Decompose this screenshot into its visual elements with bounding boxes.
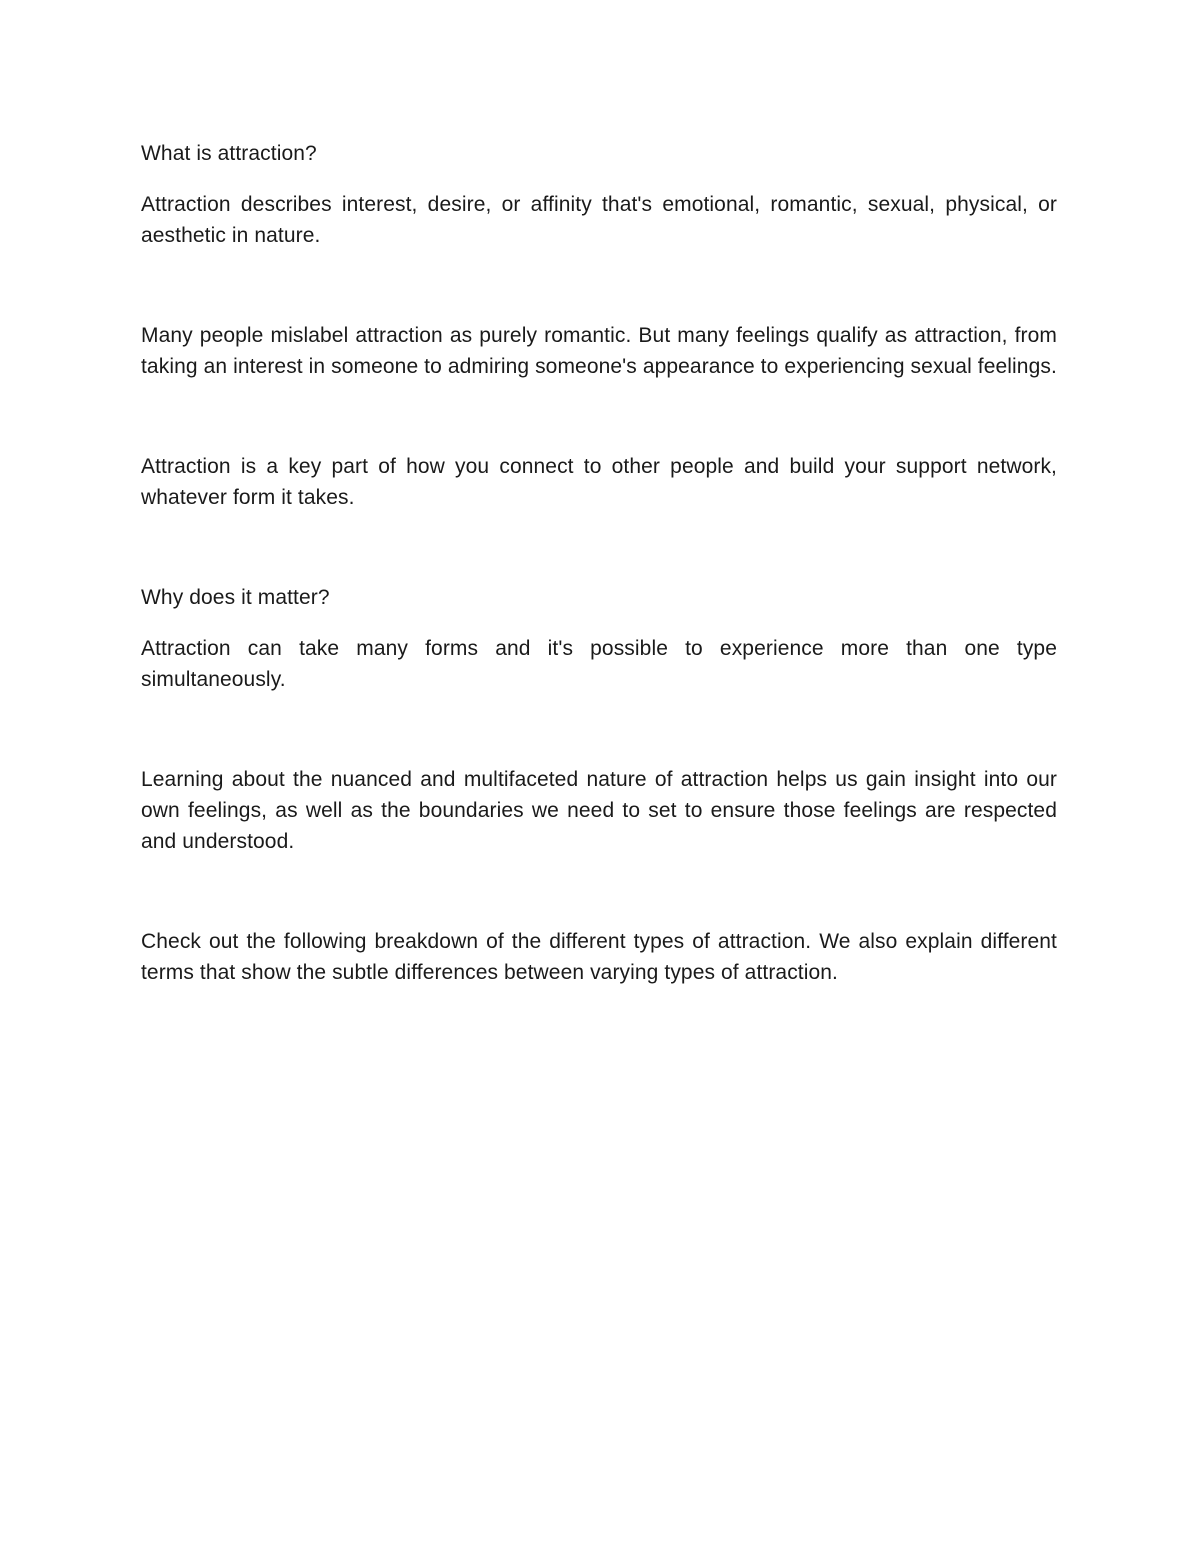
paragraph-many-forms: Attraction can take many forms and it's possible to experience more than one type simultaneously. [141, 637, 1057, 691]
section-heading-why-does-it-matter: Why does it matter? [141, 586, 330, 609]
section-heading-what-is-attraction: What is attraction? [141, 142, 317, 165]
paragraph-key-part-connection: Attraction is a key part of how you connect to other people and build your support network, whatever form it takes. [141, 455, 1057, 509]
paragraph-check-breakdown: Check out the following breakdown of the different types of attraction. We also explain different terms that show the subtle differences between varying types of attraction. [141, 930, 1057, 984]
paragraph-attraction-definition: Attraction describes interest, desire, or affinity that's emotional, romantic, sexual, physical, or aesthetic in nature. [141, 193, 1057, 247]
paragraph-mislabel-attraction: Many people mislabel attraction as purely romantic. But many feelings qualify as attraction, from taking an interest in someone to admiring someone's appearance to experiencing sexual feelings. [141, 324, 1057, 378]
document-body [141, 138, 1057, 988]
paragraph-learning-nuanced: Learning about the nuanced and multifaceted nature of attraction helps us gain insight into our own feelings, as well as the boundaries we need to set to ensure those feelings are respected and understood. [141, 768, 1057, 853]
